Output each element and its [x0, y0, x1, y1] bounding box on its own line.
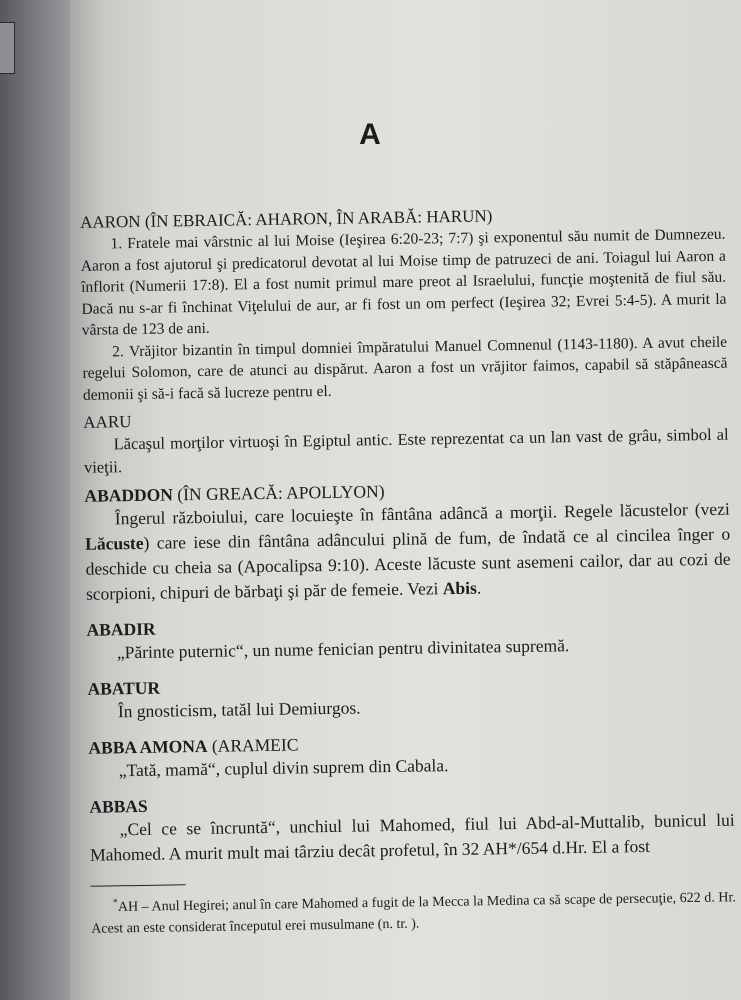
- headword: ABBA AMONA: [88, 735, 208, 758]
- page-tab-marker: [0, 22, 15, 74]
- entry-abbas: [89, 786, 735, 868]
- headword-variants: (ÎN GREACĂ: APOLLYON): [172, 481, 385, 505]
- cross-reference: Abis: [442, 577, 478, 599]
- entry-definition: 1. Fratele mai vârstnic al lui Moise (Ieşirea 6:20-23; 7:7) şi exponentul său numit de Dumnezeu. Aaron a fost ajutorul şi predicatorul devotat al lui Moise timp de patruzeci de ani. Toiagul lui Aaron a înflorit (Numerii 17:8). El a fost numit primul mare preot al Israelului, funcţie moştenită de fiul său. Dacă nu s-ar fi închinat Viţelului de aur, ar fi fost un om perfect (Ieşirea 32; Evrei 5:4-5). A murit la vârsta de 123 de ani.: [80, 225, 727, 339]
- entry-heading: ABBAS: [89, 795, 148, 817]
- footnote-rule: [91, 884, 186, 886]
- entry-heading: ABATUR: [87, 677, 161, 699]
- entry-definition: În gnosticism, tatăl lui Demiurgos.: [117, 697, 361, 722]
- headword-variants: (ÎN EBRAICĂ: AHARON, ÎN ARABĂ: HARUN): [140, 206, 493, 231]
- footnote-text: AH – Anul Hegirei; anul în care Mahomed a fugit de la Mecca la Medina ca să scape de persecuţie, 622 d. Hr. Acest an este considerat începutul erei musulmane (n. tr. ).: [91, 890, 736, 937]
- entry-abatur: [87, 668, 733, 725]
- book-page: [70, 0, 741, 1000]
- entry-heading: AARU: [83, 412, 132, 432]
- entry-abaddon: [84, 475, 731, 607]
- entry-definition: 2. Vrăjitor bizantin în timpul domniei împăratului Manuel Comnenul (1143-1180). A avut cheile regelui Solomon, care de atunci au dispărut. Aaron a fost un vrăjitor faimos, capabil să stăpânească demonii şi să-i facă să lucreze pentru el.: [82, 333, 728, 404]
- headword-variants: (ARAMEIC: [207, 734, 299, 756]
- headword: AARON: [80, 211, 141, 232]
- dictionary-entries: [70, 202, 736, 940]
- entry-definition: Îngerul războiului, care locuieşte în fântâna adâncă a morţii. Regele lăcustelor (vezi Lăcuste) care iese din fântâna adâncului plină de fum, de îndată ce al cincilea înger o deschide cu cheia sa (Apocalipsa 9:10). Aceste lăcuste sunt asemeni cailor, dar au cozi de scorpioni, chipuri de bărbaţi şi păr de femeie. Vezi Abis.: [85, 498, 731, 604]
- show-through-text: [535, 4, 735, 124]
- footnote: [91, 883, 737, 940]
- entry-definition: „Cel ce se încruntă“, unchiul lui Mahomed, fiul lui Abd-al-Muttalib, bunicul lui Mahomed. A murit mult mai târziu decât profetul, în 32 AH*/654 d.Hr. El a fost: [89, 809, 735, 865]
- adjacent-page-edge: [0, 0, 70, 1000]
- entry-abba-amona: [88, 727, 734, 784]
- footnote-marker: *: [112, 897, 118, 909]
- entry-heading: ABADIR: [86, 618, 156, 640]
- entry-definition: Lăcaşul morţilor virtuoşi în Egiptul antic. Este reprezentat ca un lan vast de grâu, simbol al vieţii.: [83, 424, 729, 477]
- entry-aaron: [80, 202, 728, 406]
- headword: ABADDON: [84, 484, 174, 506]
- cross-reference: Lăcuste: [85, 532, 144, 554]
- entry-definition: „Tată, mamă“, cuplul divin suprem din Cabala.: [118, 755, 449, 781]
- section-letter-heading: A: [359, 118, 381, 151]
- entry-definition: „Părinte puternic“, un nume fenician pentru divinitatea supremă.: [116, 635, 570, 663]
- entry-abadir: [86, 609, 732, 666]
- entry-aaru: [83, 402, 729, 479]
